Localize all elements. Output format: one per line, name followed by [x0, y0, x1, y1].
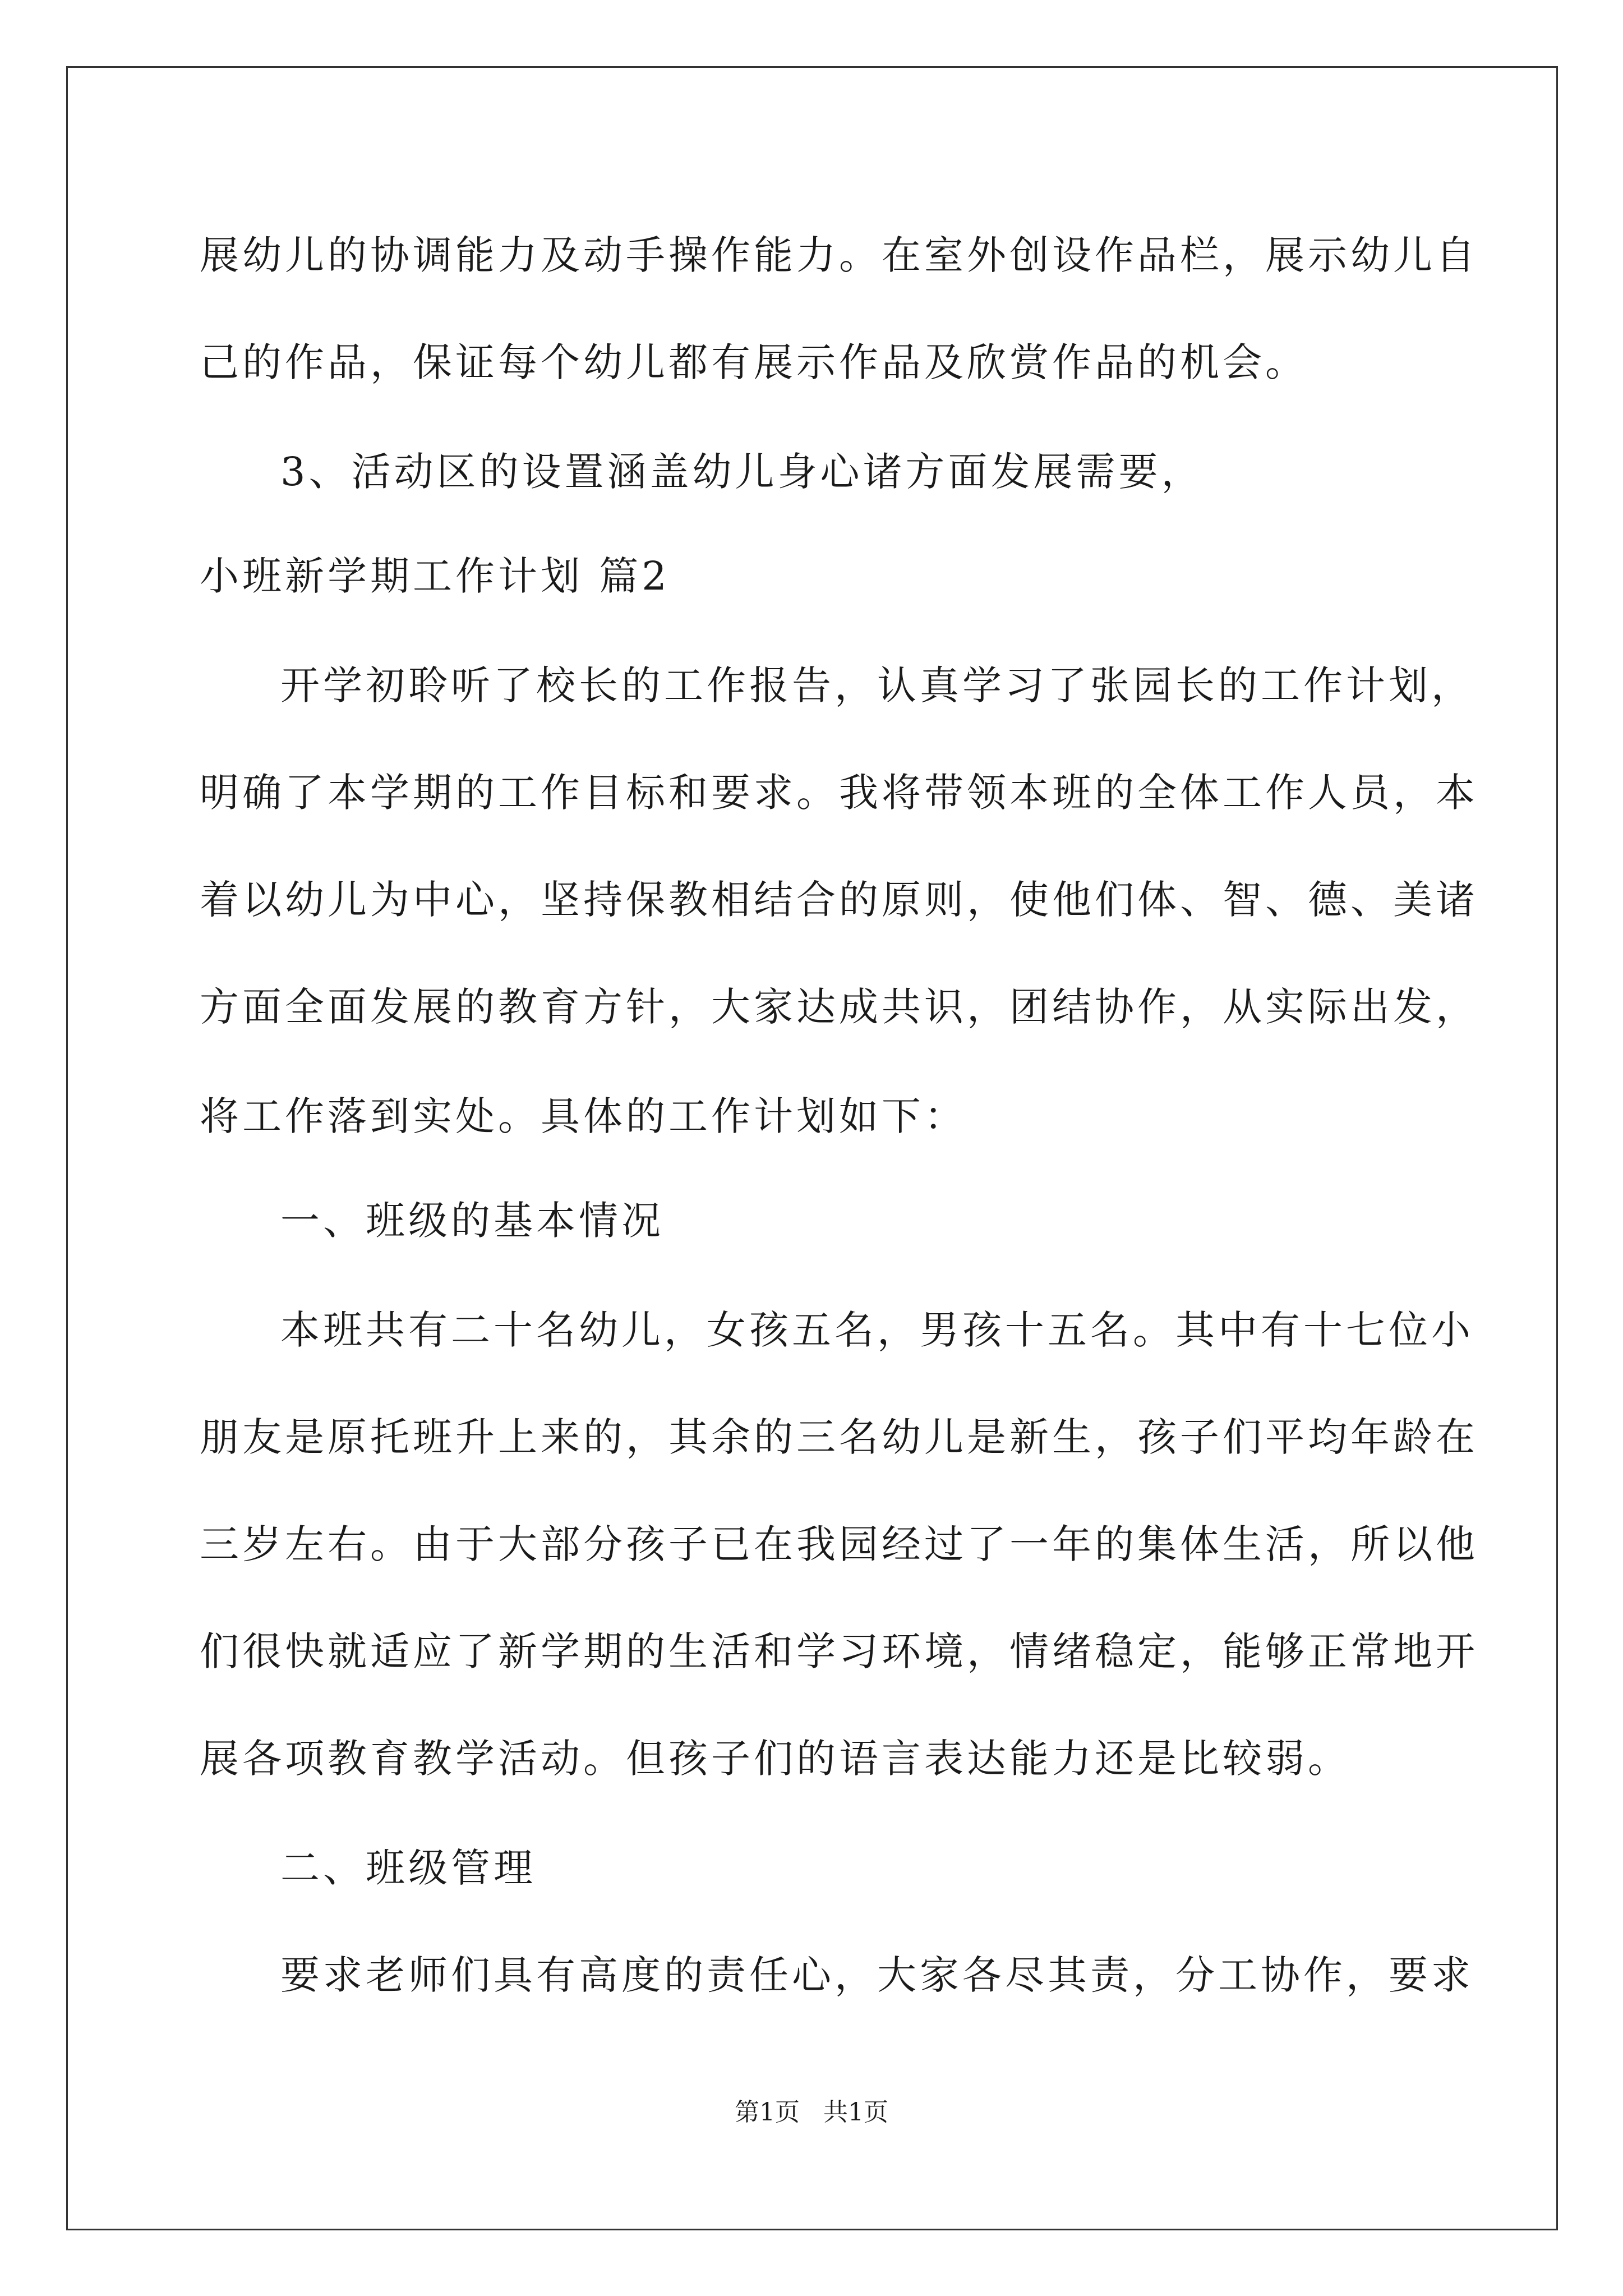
paragraph-line: 要求老师们具有高度的责任心，大家各尽其责，分工协作，要求	[280, 1952, 1474, 1998]
paragraph-line: 本班共有二十名幼儿，女孩五名，男孩十五名。其中有十七位小	[280, 1307, 1474, 1353]
paragraph-line: 将工作落到实处。具体的工作计划如下：	[200, 1093, 967, 1139]
paragraph-line: 己的作品，保证每个幼儿都有展示作品及欣赏作品的机会。	[200, 339, 1308, 385]
heading: 二、班级管理	[280, 1845, 536, 1891]
paragraph-line: 展各项教育教学活动。但孩子们的语言表达能力还是比较弱。	[200, 1736, 1350, 1782]
paragraph-line: 们很快就适应了新学期的生活和学习环境，情绪稳定，能够正常地开	[200, 1628, 1478, 1674]
paragraph-line: 朋友是原托班升上来的，其余的三名幼儿是新生，孩子们平均年龄在	[200, 1414, 1478, 1460]
page-border	[66, 66, 1558, 2230]
section-title: 小班新学期工作计划 篇2	[200, 553, 670, 599]
paragraph-line: 展幼儿的协调能力及动手操作能力。在室外创设作品栏，展示幼儿自	[200, 232, 1478, 278]
list-item: 3、活动区的设置涵盖幼儿身心诸方面发展需要，	[280, 449, 1204, 495]
heading: 一、班级的基本情况	[280, 1198, 664, 1244]
paragraph-line: 开学初聆听了校长的工作报告，认真学习了张园长的工作计划，	[280, 662, 1474, 708]
paragraph-line: 着以幼儿为中心，坚持保教相结合的原则，使他们体、智、德、美诸	[200, 877, 1478, 923]
paragraph-line: 明确了本学期的工作目标和要求。我将带领本班的全体工作人员，本	[200, 770, 1478, 816]
paragraph-line: 三岁左右。由于大部分孩子已在我园经过了一年的集体生活，所以他	[200, 1521, 1478, 1567]
paragraph-line: 方面全面发展的教育方针，大家达成共识，团结协作，从实际出发，	[200, 984, 1478, 1030]
page-footer: 第1页 共1页	[735, 2098, 888, 2127]
